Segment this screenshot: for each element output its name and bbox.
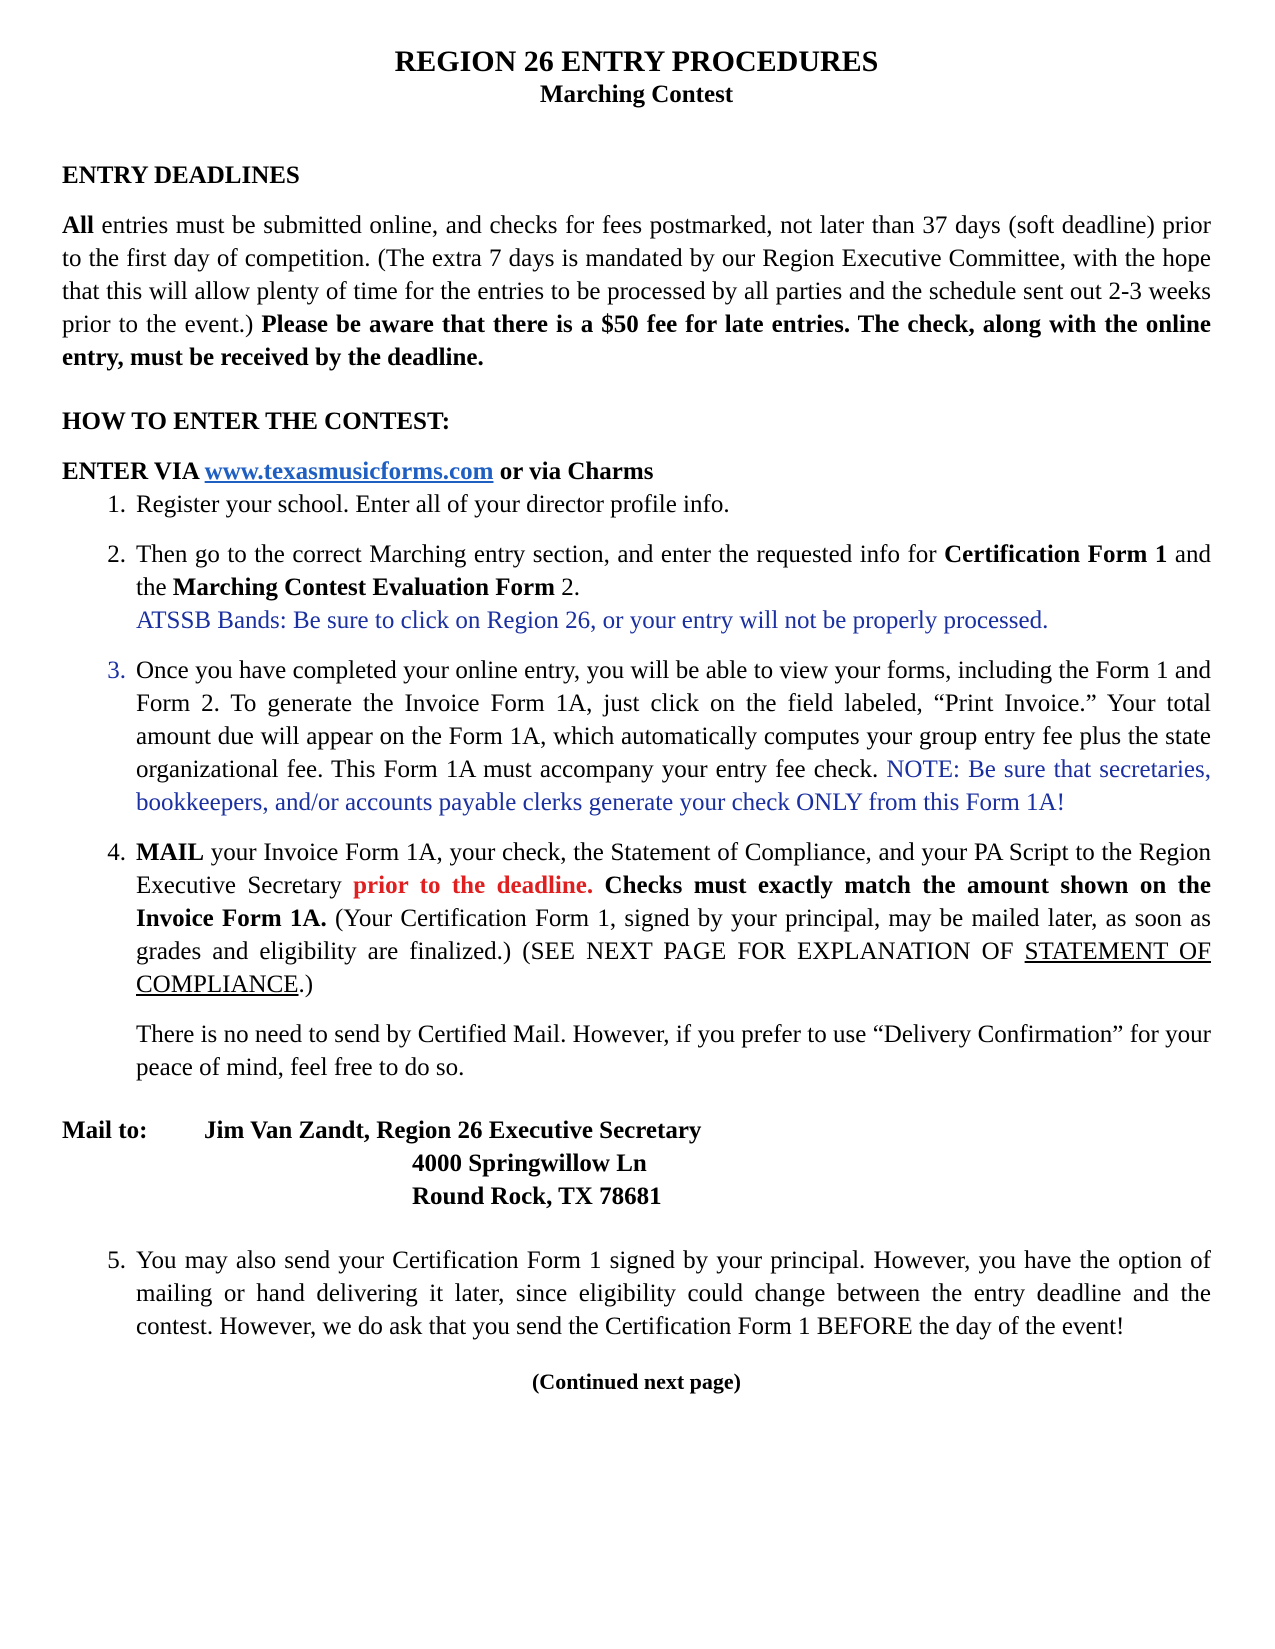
step-number: 2. — [107, 541, 126, 568]
step-4-text-1: your Invoice Form 1A, your check, the Statement of Compliance, and your PA Script to the Region Executive Secretary — [136, 839, 1211, 899]
step-3-text: Once you have completed your online entry, you will be able to view your forms, including the Form 1 and Form 2. To generate the Invoice Form 1A, just click on the field labeled, “Print Invoice.” Your total amount due will appear on the Form 1A, which automatically computes your group entry fee plus the state organizational fee. This Form 1A must accompany your entry fee check. — [136, 657, 1211, 783]
entry-steps-list — [62, 488, 1211, 1001]
step-4 — [62, 836, 1211, 1001]
page-title: REGION 26 ENTRY PROCEDURES — [394, 45, 879, 78]
enter-via-suffix: or via Charms — [493, 458, 654, 485]
entry-steps-list-continued — [62, 1244, 1211, 1343]
entry-deadlines-paragraph — [62, 209, 1211, 374]
continued-next-page: (Continued next page) — [531, 1369, 741, 1394]
form-1a-note: NOTE: Be sure that secretaries, bookkeepers, and/or accounts payable clerks generate your check ONLY from this Form 1A! — [136, 756, 1211, 816]
mail-bold: MAIL — [136, 839, 205, 866]
step-2-text-3: 2. — [554, 574, 580, 601]
step-number: 3. — [107, 657, 126, 684]
mail-to-street: 4000 Springwillow Ln — [412, 1150, 647, 1177]
how-to-enter-heading: HOW TO ENTER THE CONTEST: — [62, 408, 451, 435]
deadline-warning: prior to the deadline. — [353, 872, 594, 899]
deadline-text: entries must be submitted online, and checks for fees postmarked, not later than 37 days (soft deadline) prior to the first day of competition. (The extra 7 days is mandated by our Region Executive Committee, with the hope that this will allow plenty of time for the entries to be processed by all parties and the schedule sent out 2-3 weeks prior to the event.) — [62, 212, 1211, 338]
all-bold: All — [62, 212, 94, 239]
mail-to-line — [62, 1114, 1211, 1147]
step-number: 1. — [107, 491, 126, 518]
step-5 — [62, 1244, 1211, 1343]
checks-match-notice: Checks must exactly match the amount shown on the Invoice Form 1A. — [136, 872, 1211, 932]
step-2 — [62, 538, 1211, 637]
step-text — [136, 836, 1211, 1001]
evaluation-form-label: Marching Contest Evaluation Form — [172, 574, 555, 601]
step-text — [136, 654, 1211, 819]
step-2-text-1: Then go to the correct Marching entry section, and enter the requested info for — [136, 541, 945, 568]
atssb-note: ATSSB Bands: Be sure to click on Region 26, or your entry will not be properly processed. — [136, 607, 1049, 634]
certification-form-1-label: Certification Form 1 — [944, 541, 1168, 568]
step-text: Register your school. Enter all of your director profile info. — [136, 491, 730, 518]
certified-mail-paragraph: There is no need to send by Certified Mail. However, if you prefer to use “Delivery Confirmation” for your peace of mind, feel free to do so. — [136, 1021, 1211, 1081]
step-1 — [62, 488, 1211, 521]
late-fee-notice: Please be aware that there is a $50 fee for late entries. The check, along with the online entry, must be received by the deadline. — [62, 311, 1211, 371]
step-2-text-2: and the — [136, 541, 1211, 601]
mail-to-name: Jim Van Zandt, Region 26 Executive Secretary — [204, 1117, 702, 1144]
statement-of-compliance-ref: STATEMENT OF COMPLIANCE — [136, 938, 1211, 998]
mail-to-block — [62, 1114, 1211, 1213]
entry-deadlines-heading: ENTRY DEADLINES — [62, 162, 300, 189]
enter-via-prefix: ENTER VIA — [62, 458, 205, 485]
step-text: You may also send your Certification Form 1 signed by your principal. However, you have the option of mailing or hand delivering it later, since eligibility could change between the entry deadline and the contest. However, we do ask that you send the Certification Form 1 BEFORE the day of the event! — [136, 1247, 1211, 1340]
step-number: 4. — [107, 839, 126, 866]
enter-via-line — [62, 455, 1211, 488]
step-4-text-2: (Your Certification Form 1, signed by your principal, may be mailed later, as soon as grades and eligibility are finalized.) (SEE NEXT PAGE FOR EXPLANATION OF — [136, 905, 1211, 965]
step-number: 5. — [107, 1247, 126, 1274]
mail-to-label: Mail to: — [62, 1117, 148, 1144]
texasmusicforms-link[interactable]: www.texasmusicforms.com — [204, 458, 494, 485]
step-text — [136, 538, 1211, 637]
page-subtitle: Marching Contest — [539, 81, 734, 108]
step-4-text-3: .) — [298, 971, 314, 998]
mail-to-city: Round Rock, TX 78681 — [412, 1183, 662, 1210]
step-3 — [62, 654, 1211, 819]
